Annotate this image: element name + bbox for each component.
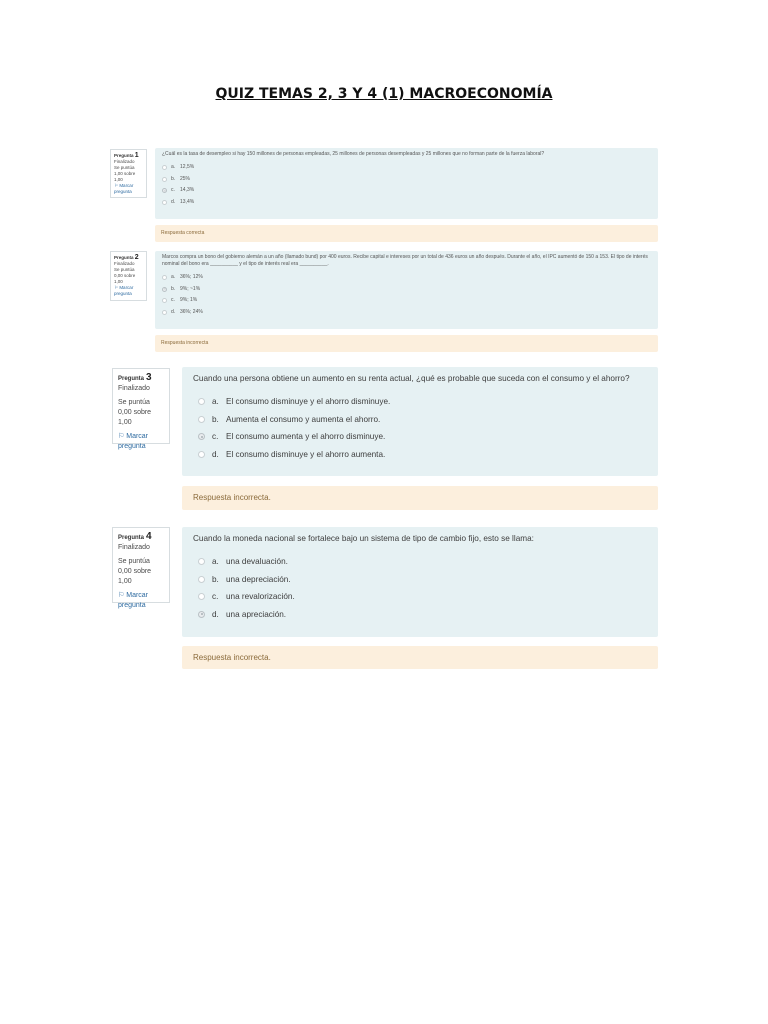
radio-button[interactable] (162, 310, 167, 315)
radio-button[interactable] (162, 200, 167, 205)
answer-option-c[interactable]: c. El consumo aumenta y el ahorro disminuye. (193, 428, 647, 446)
radio-button[interactable] (198, 558, 205, 565)
radio-button[interactable] (162, 165, 167, 170)
answer-option-c[interactable]: c. 9%; 1% (162, 295, 651, 307)
question-content (155, 251, 658, 329)
radio-button[interactable] (198, 576, 205, 583)
answer-option-a[interactable]: a. El consumo disminuye y el ahorro disminuye. (193, 393, 647, 411)
answer-option-c[interactable]: c. 14,3% (162, 185, 651, 197)
answer-option-a[interactable]: a. 12,5% (162, 162, 651, 174)
answer-option-b[interactable]: b. una depreciación. (193, 571, 647, 589)
question-number: 3 (145, 372, 152, 383)
radio-button[interactable] (198, 451, 205, 458)
radio-button[interactable] (198, 593, 205, 600)
question-score: Se puntúa 0,00 sobre 1,00 (114, 267, 136, 284)
flag-icon: ⚐ (114, 183, 119, 188)
question-text: ¿Cuál es la tasa de desempleo si hay 150 millones de personas empleadas, 25 millones de personas desempleadas y 25 millones que no forman parte de la fuerza laboral? (162, 151, 545, 157)
question-score: Se puntúa 0,00 sobre 1,00 (118, 399, 152, 426)
question-content (155, 148, 658, 219)
question-number: 1 (134, 152, 139, 159)
question-info (112, 368, 170, 450)
answer-option-d[interactable]: d. 13,4% (162, 197, 651, 209)
question-info (110, 149, 147, 198)
feedback-box: Respuesta incorrecta. (182, 486, 658, 510)
question-text: Cuando una persona obtiene un aumento en su renta actual, ¿qué es probable que suceda con el consumo y el ahorro? (193, 374, 630, 383)
radio-button-selected[interactable] (162, 287, 167, 292)
flag-question-link[interactable]: ⚐ Marcar pregunta (118, 433, 149, 450)
question-info (110, 251, 147, 301)
answer-option-d[interactable]: d. una apreciación. (193, 606, 647, 624)
radio-button-selected[interactable] (198, 433, 205, 440)
feedback-box: Respuesta incorrecta. (182, 646, 658, 669)
answer-option-b[interactable]: b. 9%; ~1% (162, 284, 651, 296)
flag-icon: ⚐ (114, 285, 119, 290)
flag-question-link[interactable]: ⚐ Marcar pregunta (118, 592, 149, 609)
answer-option-d[interactable]: d. 36%; 24% (162, 307, 651, 319)
feedback-box: Respuesta correcta (155, 225, 658, 242)
question-score: Se puntúa 0,00 sobre 1,00 (118, 558, 152, 585)
radio-button[interactable] (162, 177, 167, 182)
question-score: Se puntúa 1,00 sobre 1,00 (114, 165, 136, 182)
answer-option-d[interactable]: d. El consumo disminuye y el ahorro aumenta. (193, 446, 647, 464)
radio-button-selected[interactable] (198, 611, 205, 618)
question-status: Finalizado (114, 261, 135, 266)
document-title: QUIZ TEMAS 2, 3 Y 4 (1) MACROECONOMÍA (215, 86, 553, 102)
question-content (182, 527, 658, 637)
question-label: Pregunta (114, 255, 134, 260)
question-status: Finalizado (114, 159, 135, 164)
radio-button[interactable] (198, 398, 205, 405)
radio-button[interactable] (162, 275, 167, 280)
question-label: Pregunta (118, 535, 145, 541)
answer-option-a[interactable]: a. 36%; 12% (162, 272, 651, 284)
answer-option-b[interactable]: b. Aumenta el consumo y aumenta el ahorro. (193, 411, 647, 429)
answer-option-b[interactable]: b. 25% (162, 174, 651, 186)
answer-option-c[interactable]: c. una revalorización. (193, 588, 647, 606)
flag-icon: ⚐ (118, 433, 125, 440)
question-text: Marcos compra un bono del gobierno alemán a un año (llamado bund) por 400 euros. Recibe capital e intereses por un total de 436 euros un año después. Durante el año, el IPC aumentó de 150 a 153. El tipo de interés nominal del bono era __________ y el tipo de interés real era __________. (162, 254, 648, 267)
question-label: Pregunta (114, 153, 134, 158)
question-status: Finalizado (118, 544, 150, 551)
question-status: Finalizado (118, 385, 150, 392)
radio-button[interactable] (198, 416, 205, 423)
question-number: 4 (145, 531, 152, 542)
question-number: 2 (134, 254, 139, 261)
flag-question-link[interactable]: ⚐ Marcar pregunta (114, 183, 134, 194)
question-info (112, 527, 170, 609)
answer-option-a[interactable]: a. una devaluación. (193, 553, 647, 571)
flag-icon: ⚐ (118, 592, 125, 599)
flag-question-link[interactable]: ⚐ Marcar pregunta (114, 285, 134, 296)
question-content (182, 367, 658, 476)
radio-button[interactable] (162, 298, 167, 303)
question-label: Pregunta (118, 376, 145, 382)
radio-button-selected[interactable] (162, 188, 167, 193)
question-text: Cuando la moneda nacional se fortalece bajo un sistema de tipo de cambio fijo, esto se llama: (193, 534, 534, 543)
feedback-box: Respuesta incorrecta (155, 335, 658, 352)
